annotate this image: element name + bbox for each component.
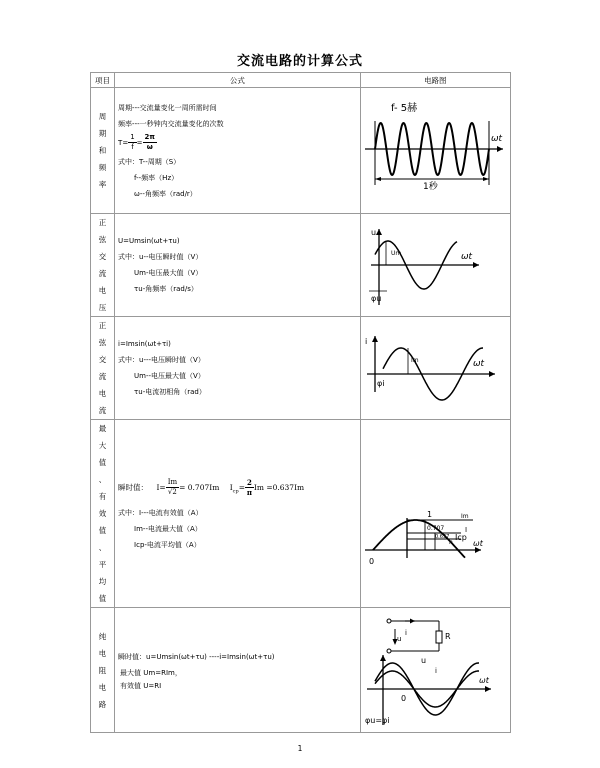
um-label: Um <box>390 250 401 257</box>
formula-line: Um-电压最大值（V） <box>134 269 203 277</box>
omega-t-label: ωt <box>490 133 502 144</box>
item-text: 最 大 值 、 有 效 值 、 平 均 值 <box>98 424 107 603</box>
table-row <box>91 88 511 214</box>
formula-line: i=Imsin(ωt+τi) <box>118 340 171 348</box>
formula-line: 式中：I---电流有效值（A） <box>118 509 203 518</box>
phase-label: φu <box>370 294 381 303</box>
i-label: i <box>404 629 407 637</box>
i-axis-label: i <box>364 337 367 346</box>
omega-t-label: ωt <box>460 252 472 262</box>
table-row <box>91 420 511 608</box>
icp-label: Icp <box>454 532 467 542</box>
phase-label: φi <box>376 379 385 388</box>
formula-line: Icp-电流平均值（A） <box>134 541 201 550</box>
current-wave-diagram <box>360 317 510 420</box>
page-number: 1 <box>297 744 303 753</box>
item-text: 正 弦 交 流 电 压 <box>98 218 107 312</box>
formula-table <box>90 72 511 733</box>
frequency-label: f- 5赫 <box>390 102 417 114</box>
omega-t-label: ωt <box>472 538 483 548</box>
n-label: n <box>448 538 453 546</box>
item-text: 正 弦 交 流 电 流 <box>98 321 107 415</box>
formula-line: 瞬时值：u=Umsin(ωt+τu) ----i=Imsin(ωt+τu) <box>118 653 275 661</box>
formula-line: ω--角频率（rad/r） <box>134 189 197 198</box>
item-text: 纯 电 阻 电 路 <box>98 631 107 709</box>
row-item-label <box>91 88 115 214</box>
phase-label: φu=φi <box>364 716 390 725</box>
table-header-row <box>91 73 511 88</box>
formula-line: 式中：u---电压瞬时值（V） <box>118 356 205 364</box>
rms-factor-label: 0.707 <box>426 524 444 532</box>
formula-line: 式中：u--电压瞬时值（V） <box>118 253 203 261</box>
row-item-label <box>91 317 115 420</box>
u-label: u <box>396 635 402 643</box>
omega-t-label: ωt <box>472 359 484 369</box>
im-label: Im <box>410 357 419 364</box>
formula-line: Im--电流最大值（A） <box>134 525 202 534</box>
rms-label: I <box>464 525 467 534</box>
avg-factor-label: 0.637 <box>434 533 449 540</box>
u-axis-label: u <box>370 228 376 237</box>
unit-one-label: 1 <box>426 509 432 519</box>
row-item-label <box>91 420 115 608</box>
header-item: 项目 <box>91 73 115 88</box>
header-formula: 公式 <box>115 73 361 88</box>
row-item-label <box>91 214 115 317</box>
formula-line: τu-角频率（rad/s） <box>134 285 198 293</box>
table-row <box>91 214 511 317</box>
resistor-label: R <box>444 632 451 641</box>
formula-line: U=Umsin(ωt+τu) <box>118 237 180 245</box>
page-title: 交流电路的计算公式 <box>236 54 363 69</box>
formula-line: 周期---交流量变化一周所需时间 <box>118 103 217 112</box>
u-wave-label: u <box>420 656 426 665</box>
row-formula <box>115 88 361 214</box>
header-diagram: 电路图 <box>360 73 510 88</box>
row-formula <box>115 608 361 733</box>
item-text: 周 期 和 频 率 <box>98 112 107 189</box>
formula-line: Um--电压最大值（V） <box>134 372 205 380</box>
row-formula <box>115 420 361 608</box>
one-second-label: 1秒 <box>422 181 438 192</box>
row-item-label <box>91 608 115 733</box>
row-formula <box>115 214 361 317</box>
period-equation: T= $\frac{1}{f}$ = $\frac{2\pi}{\omega}$ <box>118 133 155 151</box>
row-formula <box>115 317 361 420</box>
formula-line: τu-电流初相角（rad） <box>134 388 206 396</box>
formula-line: 有效值 U=RI <box>120 682 162 690</box>
origin-label: 0 <box>400 694 406 703</box>
rms-average-diagram <box>360 420 510 608</box>
table-row <box>91 608 511 733</box>
rms-equations: 瞬时值： I= $\frac{Im}{√2}$ = 0.707Im $I_{cp}=$ $\frac{2}{\pi}$ Im =0.637Im <box>118 478 305 498</box>
formula-line: 频率---一秒钟内交流量变化的次数 <box>118 119 224 128</box>
formula-line: 最大值 Um=RIm， <box>120 669 182 677</box>
omega-t-label: ωt <box>478 676 489 685</box>
im-label: Im <box>460 512 469 520</box>
table-row <box>91 317 511 420</box>
formula-line: f--频率（Hz） <box>134 173 179 182</box>
resistor-circuit-diagram <box>360 608 510 733</box>
formula-line: 式中：T--周期（S） <box>118 157 181 166</box>
origin-label: 0 <box>368 556 374 566</box>
voltage-wave-diagram <box>360 214 510 317</box>
frequency-diagram <box>360 88 510 214</box>
i-wave-label: i <box>434 667 437 675</box>
